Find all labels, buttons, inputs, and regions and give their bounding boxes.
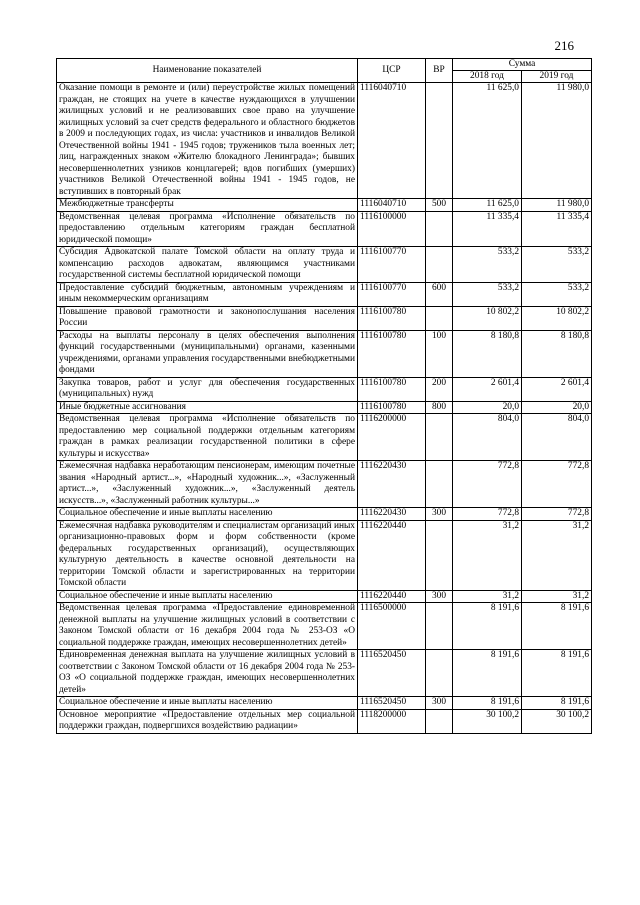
row-name: Субсидия Адвокатской палате Томской области на оплату труда и компенсацию расходов адвокатам, являющимся участниками государственной системы бесплатной юридической помощи — [57, 247, 358, 283]
header-row — [57, 59, 592, 71]
row-csr: 1116100000 — [358, 211, 426, 247]
row-name: Повышение правовой грамотности и законопослушания населения России — [57, 306, 358, 330]
row-name: Ведомственная целевая программа «Предоставление единовременной денежной выплаты на улучшение жилищных условий в соответствии с Законом Томской области от 16 декабря 2004 года № 253-ОЗ «О социальной поддержке граждан, имеющих несовершеннолетних детей» — [57, 603, 358, 650]
row-amount-2019: 8 180,8 — [522, 330, 592, 377]
row-amount-2018: 8 191,6 — [453, 603, 522, 650]
row-amount-2018: 772,8 — [453, 508, 522, 521]
row-amount-2019: 11 335,4 — [522, 211, 592, 247]
row-amount-2019: 2 601,4 — [522, 377, 592, 401]
row-amount-2018: 31,2 — [453, 590, 522, 603]
row-name: Закупка товаров, работ и услуг для обеспечения государственных (муниципальных) нужд — [57, 377, 358, 401]
row-amount-2019: 10 802,2 — [522, 306, 592, 330]
row-amount-2019: 8 191,6 — [522, 650, 592, 697]
row-amount-2019: 8 191,6 — [522, 697, 592, 710]
row-csr: 1116100770 — [358, 247, 426, 283]
header-name: Наименование показателей — [57, 59, 358, 83]
table-row — [57, 590, 592, 603]
row-amount-2019: 20,0 — [522, 401, 592, 414]
row-csr: 1116520450 — [358, 697, 426, 710]
row-name: Оказание помощи в ремонте и (или) переустройстве жилых помещений граждан, не стоящих на учете в качестве нуждающихся в улучшении жилищных условий и не реализовавших свое право на улучшение жилищных условий за счет средств федерального и областного бюджетов в 2009 и последующих годах, из числа: участников и инвалидов Великой Отечественной войны 1941 - 1945 годов; тружеников тыла военных лет; лиц, награжденных знаком «Жителю блокадного Ленинграда»; бывших несовершеннолетних узников концлагерей; вдов погибших (умерших) участников Великой Отечественной войны 1941 - 1945 годов, не вступивших в повторный брак — [57, 83, 358, 199]
row-amount-2019: 533,2 — [522, 247, 592, 283]
row-name: Ведомственная целевая программа «Исполнение обязательств по предоставлению мер социальной поддержки отдельным категориям граждан в рамках реализации государственной политики в сфере культуры и искусства» — [57, 414, 358, 461]
row-amount-2018: 772,8 — [453, 461, 522, 508]
row-amount-2018: 8 180,8 — [453, 330, 522, 377]
row-amount-2019: 11 980,0 — [522, 83, 592, 199]
row-vr — [426, 520, 453, 590]
row-amount-2018: 10 802,2 — [453, 306, 522, 330]
table-row — [57, 461, 592, 508]
row-name: Социальное обеспечение и иные выплаты населению — [57, 697, 358, 710]
row-vr — [426, 83, 453, 199]
row-vr: 600 — [426, 282, 453, 306]
row-vr: 100 — [426, 330, 453, 377]
row-amount-2018: 804,0 — [453, 414, 522, 461]
row-vr: 200 — [426, 377, 453, 401]
row-vr — [426, 650, 453, 697]
row-name: Межбюджетные трансферты — [57, 199, 358, 212]
row-amount-2018: 8 191,6 — [453, 697, 522, 710]
table-row — [57, 697, 592, 710]
row-amount-2018: 20,0 — [453, 401, 522, 414]
row-name: Предоставление субсидий бюджетным, автономным учреждениям и иным некоммерческим организациям — [57, 282, 358, 306]
table-row — [57, 211, 592, 247]
row-vr — [426, 211, 453, 247]
row-amount-2018: 30 100,2 — [453, 709, 522, 733]
table-row — [57, 508, 592, 521]
row-csr: 1116520450 — [358, 650, 426, 697]
row-amount-2019: 30 100,2 — [522, 709, 592, 733]
row-amount-2018: 11 625,0 — [453, 199, 522, 212]
table-row — [57, 282, 592, 306]
row-csr: 1116220430 — [358, 508, 426, 521]
row-vr — [426, 247, 453, 283]
table-row — [57, 247, 592, 283]
row-vr — [426, 461, 453, 508]
header-csr: ЦСР — [358, 59, 426, 83]
row-amount-2018: 533,2 — [453, 282, 522, 306]
row-vr: 300 — [426, 590, 453, 603]
table-row — [57, 330, 592, 377]
table-row — [57, 709, 592, 733]
row-vr: 800 — [426, 401, 453, 414]
row-csr: 1116040710 — [358, 83, 426, 199]
row-name: Ежемесячная надбавка неработающим пенсионерам, имеющим почетные звания «Народный артист...», «Народный художник...», «Заслуженный артист...», «Заслуженный художник...», «Заслуженный деятель искусств...», «Заслуженный работник культуры...» — [57, 461, 358, 508]
header-sum: Сумма — [453, 59, 592, 71]
table-row — [57, 83, 592, 199]
row-vr: 500 — [426, 199, 453, 212]
row-amount-2019: 31,2 — [522, 520, 592, 590]
row-name: Расходы на выплаты персоналу в целях обеспечения выполнения функций государственными (муниципальными) органами, казенными учреждениями, органами управления государственными внебюджетными фондами — [57, 330, 358, 377]
row-amount-2018: 11 335,4 — [453, 211, 522, 247]
row-csr: 1116100780 — [358, 306, 426, 330]
row-csr: 1116220440 — [358, 590, 426, 603]
table-row — [57, 520, 592, 590]
row-vr — [426, 414, 453, 461]
row-vr: 300 — [426, 697, 453, 710]
table-body — [57, 83, 592, 734]
page-number: 216 — [554, 38, 574, 53]
row-amount-2019: 11 980,0 — [522, 199, 592, 212]
header-vr: ВР — [426, 59, 453, 83]
row-csr: 1116220430 — [358, 461, 426, 508]
row-amount-2019: 533,2 — [522, 282, 592, 306]
row-name: Социальное обеспечение и иные выплаты населению — [57, 508, 358, 521]
row-vr — [426, 603, 453, 650]
row-vr: 300 — [426, 508, 453, 521]
row-csr: 1116100780 — [358, 401, 426, 414]
budget-table — [56, 58, 592, 734]
row-csr: 1116200000 — [358, 414, 426, 461]
row-amount-2018: 11 625,0 — [453, 83, 522, 199]
header-year-2019: 2019 год — [522, 71, 592, 83]
row-amount-2019: 772,8 — [522, 508, 592, 521]
row-name: Основное мероприятие «Предоставление отдельных мер социальной поддержки граждан, подвергшихся воздействию радиации» — [57, 709, 358, 733]
row-amount-2018: 31,2 — [453, 520, 522, 590]
row-csr: 1116500000 — [358, 603, 426, 650]
table-row — [57, 603, 592, 650]
row-csr: 1116100780 — [358, 377, 426, 401]
row-amount-2019: 8 191,6 — [522, 603, 592, 650]
header-year-2018: 2018 год — [453, 71, 522, 83]
row-amount-2018: 8 191,6 — [453, 650, 522, 697]
table-row — [57, 414, 592, 461]
table-row — [57, 199, 592, 212]
row-name: Единовременная денежная выплата на улучшение жилищных условий в соответствии с Законом Томской области от 16 декабря 2004 года № 253-ОЗ «О социальной поддержке граждан, имеющих несовершеннолетних детей» — [57, 650, 358, 697]
table-row — [57, 401, 592, 414]
row-name: Ежемесячная надбавка руководителям и специалистам организаций иных организационно-правовых форм и форм собственности (кроме федеральных государственных организаций), осуществляющих культурную деятельность в качестве основной деятельности на территории Томской области и зарегистрированных на территории Томской области — [57, 520, 358, 590]
row-amount-2018: 533,2 — [453, 247, 522, 283]
row-csr: 1116100780 — [358, 330, 426, 377]
row-amount-2019: 804,0 — [522, 414, 592, 461]
row-csr: 1116220440 — [358, 520, 426, 590]
row-amount-2018: 2 601,4 — [453, 377, 522, 401]
row-vr — [426, 306, 453, 330]
table-row — [57, 377, 592, 401]
row-name: Иные бюджетные ассигнования — [57, 401, 358, 414]
row-csr: 1116040710 — [358, 199, 426, 212]
table-row — [57, 650, 592, 697]
row-vr — [426, 709, 453, 733]
row-csr: 1118200000 — [358, 709, 426, 733]
table-row — [57, 306, 592, 330]
row-amount-2019: 31,2 — [522, 590, 592, 603]
row-name: Ведомственная целевая программа «Исполнение обязательств по предоставлению отдельным категориям граждан бесплатной юридической помощи» — [57, 211, 358, 247]
row-amount-2019: 772,8 — [522, 461, 592, 508]
row-name: Социальное обеспечение и иные выплаты населению — [57, 590, 358, 603]
row-csr: 1116100770 — [358, 282, 426, 306]
